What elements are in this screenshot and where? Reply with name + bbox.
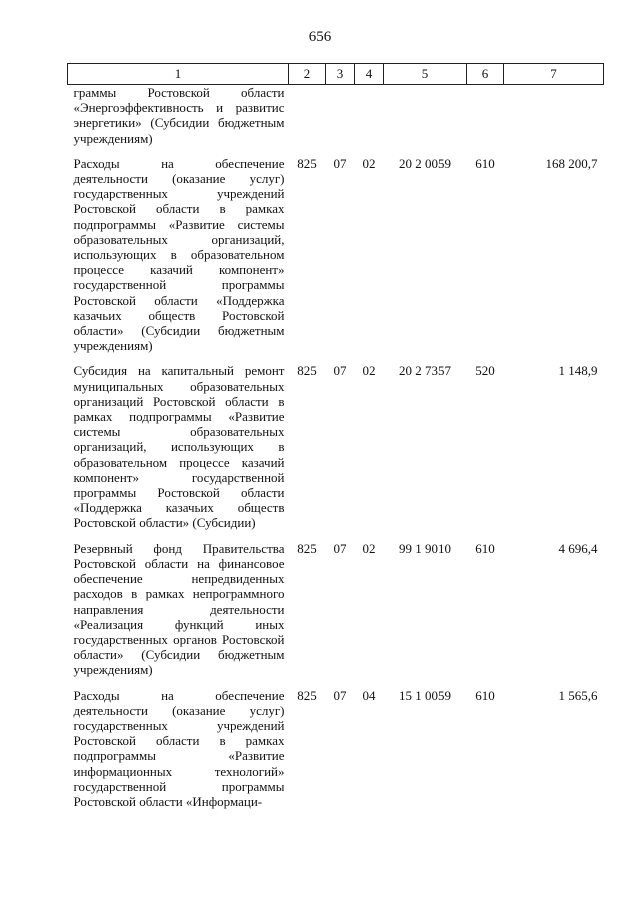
table-header-row	[68, 64, 604, 85]
column-header-6: 6	[467, 64, 504, 85]
row-description: Расходы на обеспечение деятельности (оказание услуг) государственных учреждений Ростовской области в рамках подпрограммы «Развитие информационных технологий» государственной программы Ростовской области «Информаци-	[73, 687, 285, 809]
row-target: 15 1 0059	[399, 687, 451, 703]
row-amount: 1 565,6	[558, 687, 598, 703]
row-target: 99 1 9010	[399, 540, 451, 556]
row-subsection: 02	[362, 540, 376, 556]
row-ministry: 825	[297, 540, 317, 556]
row-section: 07	[333, 687, 347, 703]
row-description: Расходы на обеспечение деятельности (оказание услуг) государственных учреждений Ростовской области в рамках подпрограммы «Развитие системы образовательных организаций, использующих в образовательном процессе казачий компонент» государственной программы Ростовской области «Поддержка казачьих обществ Ростовской области» (Субсидии бюджетным учреждениям)	[73, 155, 285, 354]
column-header-3: 3	[326, 64, 355, 85]
row-subsection: 04	[362, 687, 376, 703]
row-section: 07	[333, 363, 347, 379]
row-subsection: 02	[362, 363, 376, 379]
row-description: Резервный фонд Правительства Ростовской области на финансовое обеспечение непредвиденных расходов в рамках непрограммного направления деятельности «Реализация функций иных государственных органов Ростовской области» (Субсидии бюджетным учреждениям)	[73, 540, 285, 678]
row-ministry	[289, 85, 326, 146]
row-subsection	[355, 85, 384, 146]
row-expense-type: 610	[475, 540, 495, 556]
row-amount: 1 148,9	[558, 363, 598, 379]
row-target	[384, 85, 467, 146]
column-header-2: 2	[289, 64, 326, 85]
column-header-5: 5	[384, 64, 467, 85]
row-ministry: 825	[297, 155, 317, 171]
table-row	[68, 363, 604, 530]
page-number: 656	[308, 29, 332, 45]
row-ministry: 825	[297, 363, 317, 379]
row-subsection: 02	[362, 155, 376, 171]
table-row	[68, 688, 604, 810]
row-amount: 168 200,7	[545, 155, 598, 171]
table-row	[68, 85, 604, 146]
budget-table	[67, 63, 604, 809]
row-amount: 4 696,4	[558, 540, 598, 556]
row-expense-type: 610	[475, 687, 495, 703]
row-target: 20 2 0059	[399, 155, 451, 171]
row-section: 07	[333, 155, 347, 171]
row-section: 07	[333, 540, 347, 556]
row-ministry: 825	[297, 687, 317, 703]
column-header-1: 1	[68, 64, 289, 85]
row-section	[326, 85, 355, 146]
row-expense-type	[467, 85, 504, 146]
row-expense-type: 520	[475, 363, 495, 379]
table-row	[68, 541, 604, 678]
row-expense-type: 610	[475, 155, 495, 171]
row-amount	[504, 85, 604, 146]
column-header-7: 7	[504, 64, 604, 85]
table-row	[68, 156, 604, 354]
row-target: 20 2 7357	[399, 363, 451, 379]
column-header-4: 4	[355, 64, 384, 85]
row-description: Субсидия на капитальный ремонт муниципальных образовательных организаций Ростовской области в рамках подпрограммы «Развитие системы образовательных организаций, использующих в образовательном процессе казачий компонент» государственной программы Ростовской области «Поддержка казачьих обществ Ростовской области» (Субсидии)	[73, 363, 285, 531]
row-description: граммы Ростовской области «Энергоэффективность и развитис энергетики» (Субсидии бюджетным учреждениям)	[73, 85, 285, 146]
